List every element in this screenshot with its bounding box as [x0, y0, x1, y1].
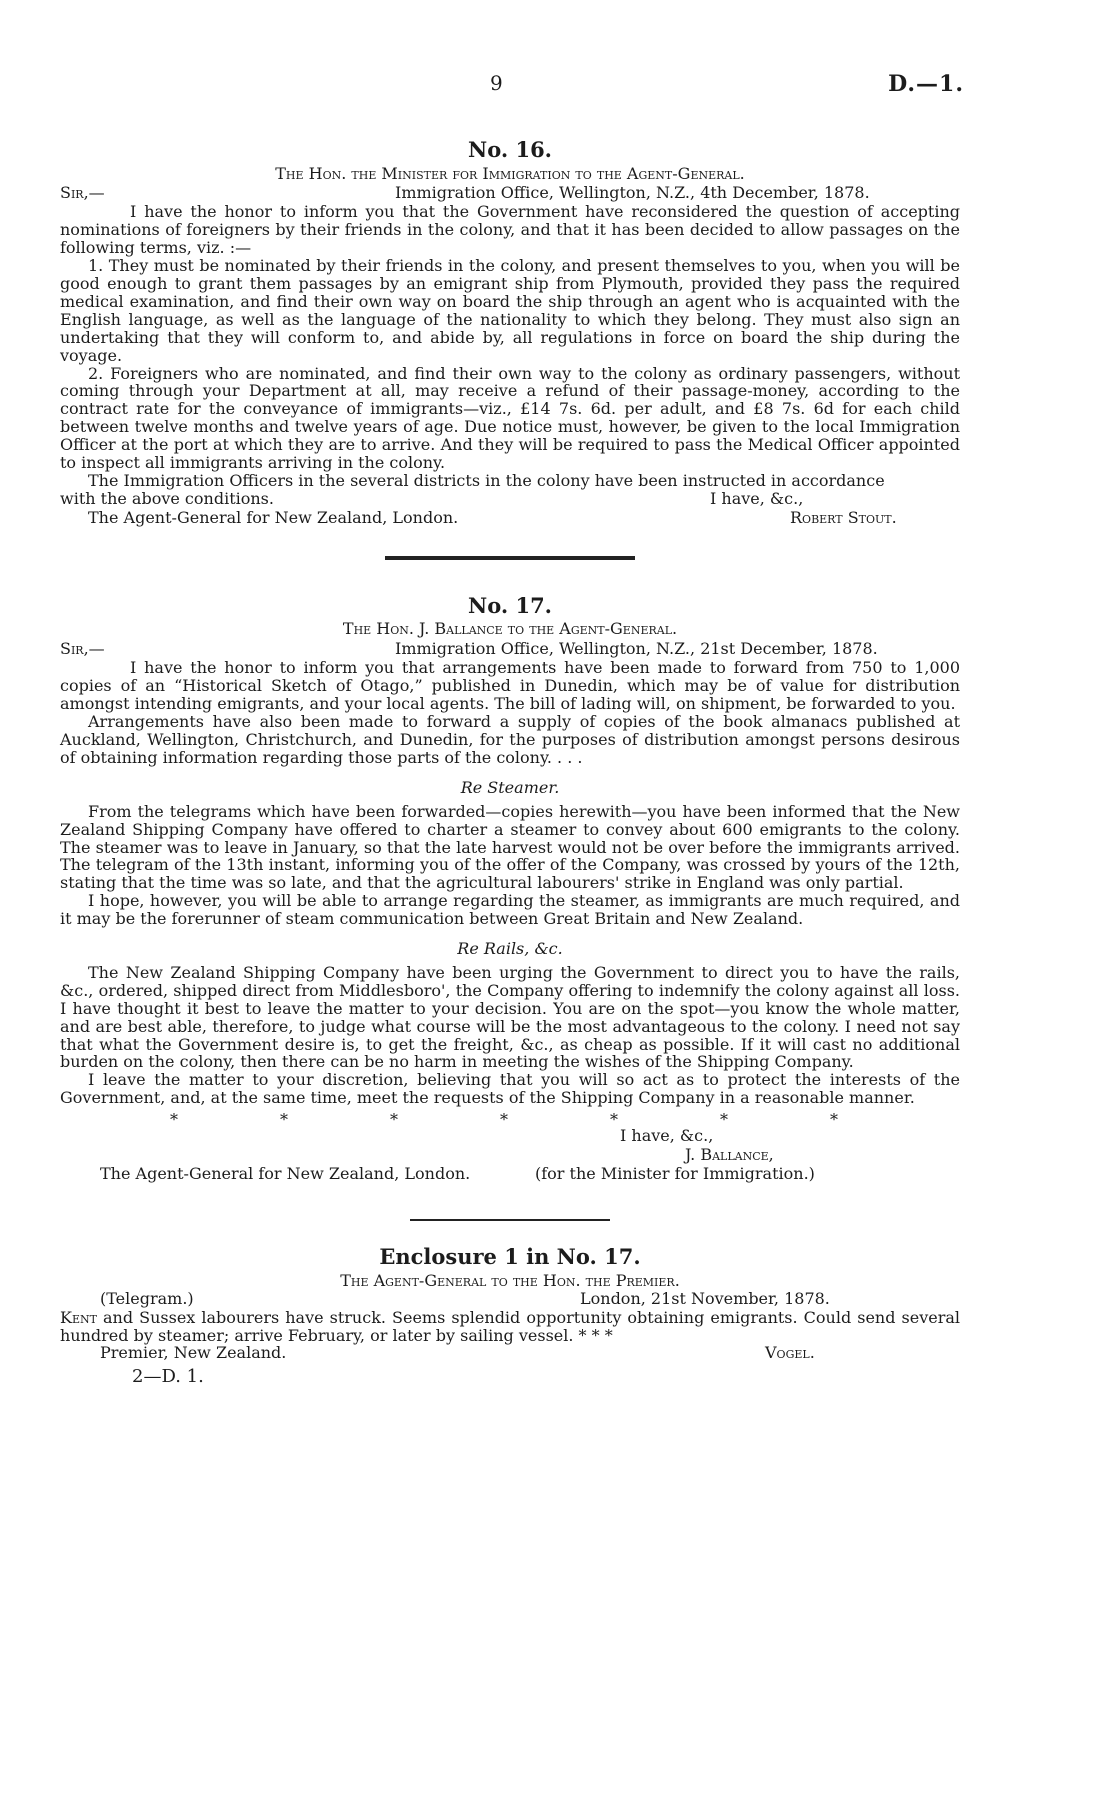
enclosure: [60, 1245, 960, 1387]
document-reference: D.—1.: [888, 71, 964, 97]
paragraph: The Immigration Officers in the several districts in the colony have been instructed in accordance: [88, 471, 885, 491]
paragraph: The New Zealand Shipping Company have been urging the Government to direct you to have the rails, &c., ordered, shipped direct from Middlesboro', the Company offering to indemnify the colony against all loss. I have thought it best to leave the matter to your decision. You are on the spot—you know the whole matter, and are best able, therefore, to judge what course will be the most advantageous to the colony. I need not say that what the Government desire is, to get the freight, &c., as cheap as possible. If it will cast no additional burden on the colony, then there can be no harm in meeting the wishes of the Shipping Company.: [60, 962, 960, 1072]
telegram-label: (Telegram.): [100, 1288, 194, 1308]
asterisk: *: [610, 1110, 618, 1130]
addressee: The Agent-General for New Zealand, London.: [100, 1164, 471, 1184]
letter-heading: The Hon. the Minister for Immigration to the Agent-General.: [275, 163, 745, 183]
office-date: Immigration Office, Wellington, N.Z., 4th December, 1878.: [395, 183, 870, 203]
asterisk: *: [170, 1110, 178, 1130]
addressee: The Agent-General for New Zealand, London.: [88, 507, 459, 527]
asterisk: *: [720, 1110, 728, 1130]
signatory: Robert Stout.: [790, 507, 897, 527]
salutation: Sir,—: [60, 639, 105, 659]
ellipsis-stars: [60, 1107, 960, 1130]
closing: I have, &c.,: [710, 488, 804, 508]
letter-number: No. 17.: [468, 592, 552, 618]
paragraph: Arrangements have also been made to forward a supply of copies of the book almanacs published at Auckland, Wellington, Christchurch, and Dunedin, for the purposes of distribution amongst persons desirous of obtaining information regarding those parts of the colony. . . .: [60, 712, 960, 767]
paragraph: I have the honor to inform you that arrangements have been made to forward from 750 to 1,000 copies of an “Historical Sketch of Otago,” published in Dunedin, which may be of value for distribution amongst intending emigrants, and your local agents. The bill of lading will, on shipment, be forwarded to you.: [60, 658, 960, 714]
office-date: Immigration Office, Wellington, N.Z., 21st December, 1878.: [395, 639, 878, 659]
paragraph: 2. Foreigners who are nominated, and find their own way to the colony as ordinary passengers, without coming through your Department at all, may receive a refund of their passage-money, according to the contract rate for the conveyance of immigrants—viz., £14 7s. 6d. per adult, and £8 7s. 6d for each child between twelve months and twelve years of age. Due notice must, however, be given to the local Immigration Officer at the port at which they are to arrive. And they will be required to pass the Medical Officer appointed to inspect all immigrants arriving in the colony.: [60, 363, 960, 473]
asterisk: *: [500, 1110, 508, 1130]
asterisk: *: [830, 1110, 838, 1130]
letter-heading: The Hon. J. Ballance to the Agent-General.: [342, 619, 678, 639]
section-title: Re Steamer.: [460, 777, 560, 797]
paragraph: I hope, however, you will be able to arrange regarding the steamer, as immigrants are much required, and it may be the forerunner of steam communication between Great Britain and New Zealand.: [60, 891, 960, 929]
telegram-body: [60, 1309, 960, 1345]
paragraph: I have the honor to inform you that the Government have reconsidered the question of accepting nominations of foreigners by their friends in the colony, and that it has been decided to allow passages on the following terms, viz. :—: [60, 202, 960, 258]
paragraph: I leave the matter to your discretion, believing that you will so act as to protect the interests of the Government, and, at the same time, meet the requests of the Shipping Company in a reasonable manner.: [60, 1070, 960, 1108]
salutation: Sir,—: [60, 183, 105, 203]
signatory: J. Ballance,: [685, 1145, 774, 1165]
asterisk: *: [390, 1110, 398, 1130]
telegram-lead: Kent: [60, 1307, 97, 1327]
section-divider: [385, 556, 635, 560]
section-title: Re Rails, &c.: [457, 939, 563, 959]
paragraph: 1. They must be nominated by their friends in the colony, and present themselves to you, when you will be good enough to grant them passages by an emigrant ship from Plymouth, provided they pass the required medical examination, and find their own way on board the ship through an agent who is acquainted with the English language, as well as the language of the nationality to which they belong. They must also sign an undertaking that they will conform to, and abide by, all regulations in force on board the ship during the voyage.: [60, 256, 960, 365]
signatory-role: (for the Minister for Immigration.): [535, 1164, 815, 1184]
letter-no-17: [60, 594, 960, 1197]
telegram-text: and Sussex labourers have struck. Seems splendid opportunity obtaining emigrants. Could send several hundred by steamer; arrive February, or later by sailing vessel. * * *: [60, 1307, 961, 1345]
section-divider: [410, 1219, 610, 1221]
letter-number: No. 16.: [468, 137, 552, 162]
place-date: London, 21st November, 1878.: [580, 1288, 830, 1308]
signatory: Vogel.: [765, 1343, 815, 1363]
paragraph-end: with the above conditions.: [60, 488, 274, 508]
page-number: 9: [490, 71, 503, 95]
asterisk: *: [280, 1110, 288, 1130]
page-body: [60, 70, 960, 1388]
closing: I have, &c.,: [620, 1126, 714, 1146]
enclosure-title: Enclosure 1 in No. 17.: [379, 1244, 641, 1270]
letter-no-16: [60, 138, 960, 528]
page-footer: 2—D. 1.: [132, 1366, 204, 1388]
paragraph: From the telegrams which have been forwarded—copies herewith—you have been informed that the New Zealand Shipping Company have offered to charter a steamer to convey about 600 emigrants to the colony. The steamer was to leave in January, so that the late harvest would not be over before the immigrants arrived. The telegram of the 13th instant, informing you of the offer of the Company, was crossed by yours of the 12th, stating that the time was so late, and that the agricultural labourers' strike in England was only partial.: [60, 801, 960, 893]
addressee: Premier, New Zealand.: [100, 1343, 287, 1363]
enclosure-heading: The Agent-General to the Hon. the Premier.: [340, 1270, 680, 1290]
